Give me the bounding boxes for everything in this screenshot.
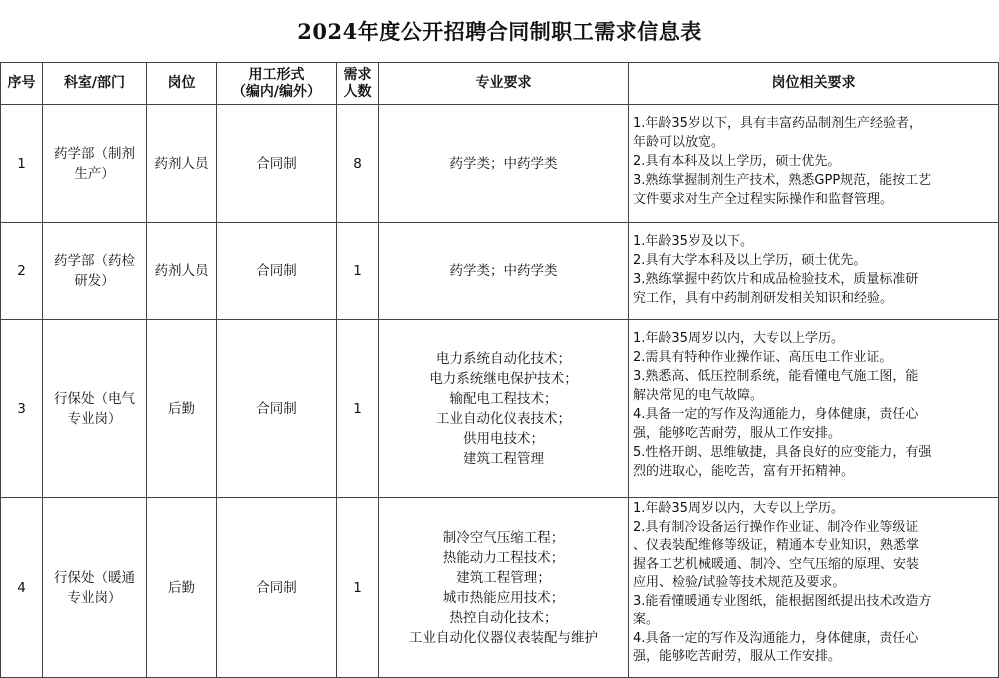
dept-cell — [43, 498, 147, 678]
count-cell: 1 — [337, 223, 379, 320]
req-line: 究工作，具有中药制剂研发相关知识和经验。 — [633, 291, 894, 306]
major-line: 建筑工程管理 — [463, 450, 544, 467]
seq-cell: 4 — [1, 498, 43, 678]
req-line: 5.性格开朗、思维敏捷，具备良好的应变能力，有强 — [633, 445, 932, 460]
req-line: 1.年龄35岁以下，具有丰富药品制剂生产经验者， — [633, 116, 922, 131]
post-cell: 药剂人员 — [147, 223, 217, 320]
header-form-line2: （编内/编外） — [231, 83, 322, 100]
req-line: 1.年龄35周岁以内，大专以上学历。 — [633, 501, 844, 516]
req-line: 案。 — [633, 612, 660, 627]
major-cell — [379, 105, 629, 223]
header-count — [337, 63, 379, 105]
dept-cell — [43, 223, 147, 320]
dept-line: 专业岗） — [67, 410, 122, 427]
header-major: 专业要求 — [379, 63, 629, 105]
page-title: 2024年度公开招聘合同制职工需求信息表 — [297, 19, 702, 44]
req-line: 烈的进取心，能吃苦，富有开拓精神。 — [633, 464, 855, 479]
major-line: 电力系统自动化技术； — [436, 350, 571, 367]
major-line: 药学类；中药学类 — [449, 263, 558, 279]
req-line: 强，能够吃苦耐劳，服从工作安排。 — [633, 426, 842, 441]
req-line: 文件要求对生产全过程实际操作和监督管理。 — [633, 192, 894, 207]
req-line: 3.熟练掌握中药饮片和成品检验技术，质量标准研 — [633, 272, 919, 287]
major-cell — [379, 320, 629, 498]
dept-line: 生产） — [74, 165, 115, 182]
req-line: 年龄可以放宽。 — [633, 135, 725, 150]
major-cell — [379, 223, 629, 320]
req-line: 强，能够吃苦耐劳，服从工作安排。 — [633, 649, 842, 664]
major-line: 工业自动化仪表技术； — [436, 410, 571, 427]
major-line: 药学类；中药学类 — [449, 155, 558, 172]
post-cell: 药剂人员 — [147, 105, 217, 223]
req-cell — [629, 105, 999, 223]
req-cell — [629, 223, 999, 320]
dept-line: 专业岗） — [67, 589, 122, 606]
major-line: 电力系统继电保护技术； — [429, 370, 578, 387]
dept-line: 行保处（电气 — [54, 390, 135, 407]
dept-line: 药学部（制剂 — [54, 145, 135, 162]
table-row — [1, 105, 999, 223]
table-row — [1, 223, 999, 320]
header-count-line2: 人数 — [343, 83, 372, 100]
req-cell — [629, 320, 999, 498]
header-count-line1: 需求 — [343, 66, 372, 83]
dept-cell — [43, 320, 147, 498]
req-line: 2.需具有特种作业操作证、高压电工作业证。 — [633, 350, 893, 365]
dept-cell — [43, 105, 147, 223]
title-row — [0, 0, 999, 63]
header-row — [1, 63, 999, 105]
req-line: 4.具备一定的写作及沟通能力，身体健康，责任心 — [633, 407, 919, 422]
header-form-line1: 用工形式 — [248, 66, 305, 83]
req-line: 4.具备一定的写作及沟通能力，身体健康，责任心 — [633, 630, 919, 646]
major-cell — [379, 498, 629, 678]
major-line: 工业自动化仪器仪表装配与维护 — [409, 629, 598, 646]
header-req: 岗位相关要求 — [629, 63, 999, 105]
major-line: 输配电工程技术； — [449, 390, 558, 407]
major-line: 制冷空气压缩工程； — [442, 529, 565, 546]
form-cell: 合同制 — [217, 320, 337, 498]
major-line: 热控自动化技术； — [449, 609, 558, 626]
req-cell — [629, 498, 999, 678]
req-line: 2.具有本科及以上学历，硕士优先。 — [633, 154, 841, 169]
count-cell: 8 — [337, 105, 379, 223]
major-line: 城市热能应用技术； — [442, 589, 565, 606]
count-cell: 1 — [337, 320, 379, 498]
header-form — [217, 63, 337, 105]
header-seq: 序号 — [1, 63, 43, 105]
req-line: 应用、检验/试验等技术规范及要求。 — [633, 575, 846, 590]
req-line: 3.熟练掌握制剂生产技术，熟悉GPP规范，能按工艺 — [633, 173, 932, 188]
req-line: 3.熟悉高、低压控制系统，能看懂电气施工图，能 — [633, 369, 919, 384]
major-line: 建筑工程管理； — [456, 569, 551, 586]
req-line: 、仪表装配维修等级证，精通本专业知识，熟悉掌 — [633, 538, 920, 553]
header-dept: 科室/部门 — [43, 63, 147, 105]
post-cell: 后勤 — [147, 320, 217, 498]
req-line: 3.能看懂暖通专业图纸，能根据图纸提出技术改造方 — [633, 593, 932, 609]
dept-line: 药学部（药检 — [54, 253, 135, 269]
seq-cell: 3 — [1, 320, 43, 498]
req-line: 2.具有大学本科及以上学历，硕士优先。 — [633, 253, 867, 268]
header-post: 岗位 — [147, 63, 217, 105]
table-row — [1, 320, 999, 498]
form-cell: 合同制 — [217, 223, 337, 320]
table-row — [1, 498, 999, 678]
form-cell: 合同制 — [217, 105, 337, 223]
recruitment-table — [0, 62, 999, 678]
seq-cell: 2 — [1, 223, 43, 320]
req-line: 1.年龄35周岁以内，大专以上学历。 — [633, 331, 844, 346]
req-line: 解决常见的电气故障。 — [633, 388, 764, 403]
req-line: 握各工艺机械暖通、制冷、空气压缩的原理、安装 — [633, 556, 920, 572]
dept-line: 行保处（暖通 — [54, 569, 135, 586]
major-line: 供用电技术； — [463, 430, 544, 447]
major-line: 热能动力工程技术； — [442, 549, 565, 566]
count-cell: 1 — [337, 498, 379, 678]
form-cell: 合同制 — [217, 498, 337, 678]
req-line: 2.具有制冷设备运行操作作业证、制冷作业等级证 — [633, 519, 919, 535]
post-cell: 后勤 — [147, 498, 217, 678]
dept-line: 研发） — [74, 273, 115, 289]
req-line: 1.年龄35岁及以下。 — [633, 234, 753, 249]
seq-cell: 1 — [1, 105, 43, 223]
